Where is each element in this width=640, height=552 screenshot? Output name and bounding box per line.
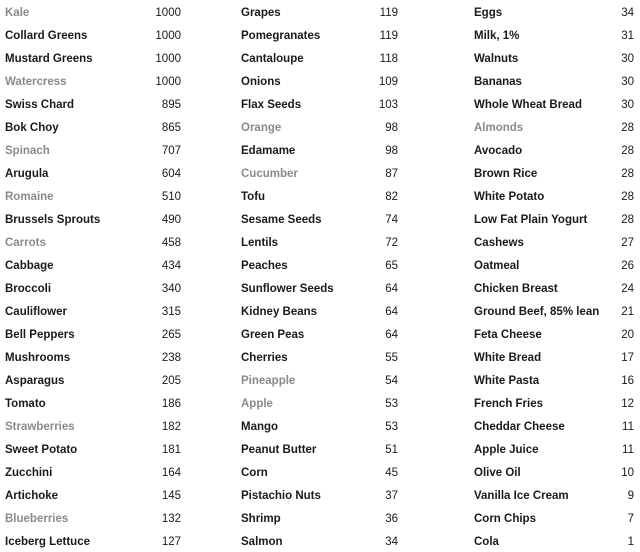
food-name: Vanilla Ice Cream: [474, 489, 569, 502]
food-row: [241, 26, 398, 46]
food-score: 145: [161, 489, 181, 502]
food-row: [241, 440, 398, 460]
food-name: Cherries: [241, 351, 288, 364]
food-score: 28: [621, 190, 634, 203]
food-score: 490: [161, 213, 181, 226]
food-score: 17: [621, 351, 634, 364]
food-score: 16: [621, 374, 634, 387]
food-name: Flax Seeds: [241, 98, 302, 111]
food-row: [5, 417, 181, 437]
food-column-1: [5, 0, 181, 552]
food-row: [5, 187, 181, 207]
food-name: Chicken Breast: [474, 282, 558, 295]
food-row: [474, 256, 634, 276]
food-row: [241, 463, 398, 483]
food-row: [474, 164, 634, 184]
food-score: 30: [621, 75, 634, 88]
food-name: Brown Rice: [474, 167, 538, 180]
food-name: Arugula: [5, 167, 49, 180]
food-name: Apple Juice: [474, 443, 539, 456]
food-score: 604: [161, 167, 181, 180]
food-name: Blueberries: [5, 512, 69, 525]
food-row: [5, 440, 181, 460]
food-name: Apple: [241, 397, 273, 410]
food-score: 1000: [155, 75, 181, 88]
food-row: [241, 118, 398, 138]
food-score: 28: [621, 144, 634, 157]
food-score: 103: [378, 98, 398, 111]
food-score: 74: [385, 213, 398, 226]
food-name: Zucchini: [5, 466, 53, 479]
food-row: [474, 210, 634, 230]
food-name: Kidney Beans: [241, 305, 318, 318]
food-row: [241, 279, 398, 299]
food-score: 98: [385, 144, 398, 157]
food-row: [5, 325, 181, 345]
food-score: 182: [161, 420, 181, 433]
food-score: 53: [385, 397, 398, 410]
food-row: [474, 233, 634, 253]
food-row: [241, 509, 398, 529]
food-name: Sesame Seeds: [241, 213, 322, 226]
food-name: White Bread: [474, 351, 542, 364]
food-name: Bananas: [474, 75, 522, 88]
food-row: [474, 26, 634, 46]
food-score: 1000: [155, 52, 181, 65]
food-row: [5, 49, 181, 69]
food-row: [241, 256, 398, 276]
food-row: [241, 72, 398, 92]
food-row: [474, 3, 634, 23]
food-score: 127: [161, 535, 181, 548]
food-name: Cucumber: [241, 167, 298, 180]
food-score: 11: [622, 420, 634, 433]
food-score: 1: [627, 535, 634, 548]
food-name: Almonds: [474, 121, 524, 134]
food-row: [5, 302, 181, 322]
food-name: Salmon: [241, 535, 283, 548]
food-name: Sweet Potato: [5, 443, 78, 456]
food-score: 98: [385, 121, 398, 134]
food-row: [474, 279, 634, 299]
food-score: 164: [161, 466, 181, 479]
food-row: [474, 463, 634, 483]
food-name: Mustard Greens: [5, 52, 93, 65]
food-name: Peanut Butter: [241, 443, 317, 456]
food-score: 37: [385, 489, 398, 502]
food-score: 72: [385, 236, 398, 249]
food-score: 26: [621, 259, 634, 272]
food-name: Cheddar Cheese: [474, 420, 565, 433]
food-row: [5, 279, 181, 299]
food-row: [241, 141, 398, 161]
food-name: Lentils: [241, 236, 279, 249]
food-name: Eggs: [474, 7, 503, 19]
food-name: Corn: [241, 466, 268, 479]
food-score: 1000: [155, 7, 181, 19]
food-score: 82: [385, 190, 398, 203]
food-row: [474, 440, 634, 460]
food-name: Milk, 1%: [474, 29, 520, 42]
food-score: 510: [161, 190, 181, 203]
food-name: Carrots: [5, 236, 46, 249]
food-name: Pomegranates: [241, 29, 321, 42]
food-score: 64: [385, 305, 398, 318]
food-row: [5, 256, 181, 276]
food-score: 119: [379, 29, 398, 42]
food-name: Broccoli: [5, 282, 52, 295]
food-score: 87: [385, 167, 398, 180]
food-row: [5, 532, 181, 552]
food-row: [5, 72, 181, 92]
food-score: 34: [385, 535, 398, 548]
food-name: White Potato: [474, 190, 545, 203]
food-name: Pistachio Nuts: [241, 489, 321, 502]
food-score: 132: [161, 512, 181, 525]
food-name: Kale: [5, 7, 30, 19]
food-score: 30: [621, 52, 634, 65]
food-row: [474, 302, 634, 322]
food-score: 238: [161, 351, 181, 364]
food-score: 20: [621, 328, 634, 341]
food-name: Cola: [474, 535, 499, 548]
food-name: Walnuts: [474, 52, 519, 65]
food-name: Shrimp: [241, 512, 281, 525]
food-score: 434: [161, 259, 181, 272]
food-score: 65: [385, 259, 398, 272]
food-score: 865: [161, 121, 181, 134]
food-name: Iceberg Lettuce: [5, 535, 90, 548]
food-name: Romaine: [5, 190, 54, 203]
food-name: Peaches: [241, 259, 288, 272]
food-row: [241, 371, 398, 391]
food-name: Cabbage: [5, 259, 54, 272]
food-score: 45: [385, 466, 398, 479]
food-name: Bell Peppers: [5, 328, 75, 341]
food-name: Whole Wheat Bread: [474, 98, 582, 111]
food-row: [474, 72, 634, 92]
food-name: Cashews: [474, 236, 524, 249]
food-row: [241, 164, 398, 184]
food-score: 51: [385, 443, 398, 456]
food-row: [5, 371, 181, 391]
food-row: [5, 95, 181, 115]
food-row: [241, 95, 398, 115]
food-name: Grapes: [241, 7, 281, 19]
food-row: [241, 394, 398, 414]
food-row: [474, 118, 634, 138]
food-score: 54: [385, 374, 398, 387]
food-score: 55: [385, 351, 398, 364]
food-row: [474, 394, 634, 414]
food-name: Cauliflower: [5, 305, 67, 318]
food-score: 36: [385, 512, 398, 525]
food-name: Sunflower Seeds: [241, 282, 334, 295]
food-row: [5, 3, 181, 23]
food-score: 11: [622, 443, 634, 456]
food-score: 707: [161, 144, 181, 157]
food-score: 119: [379, 7, 398, 19]
food-row: [474, 49, 634, 69]
food-name: Spinach: [5, 144, 50, 157]
food-row: [5, 210, 181, 230]
food-name: Pineapple: [241, 374, 296, 387]
food-score: 53: [385, 420, 398, 433]
food-row: [474, 187, 634, 207]
food-row: [241, 233, 398, 253]
food-score: 10: [621, 466, 634, 479]
food-score: 118: [379, 52, 398, 65]
food-row: [474, 532, 634, 552]
food-name: French Fries: [474, 397, 544, 410]
food-name: Tofu: [241, 190, 266, 203]
food-name: Mushrooms: [5, 351, 71, 364]
food-row: [241, 187, 398, 207]
food-column-2: [241, 0, 398, 552]
food-score: 28: [621, 121, 634, 134]
food-row: [474, 417, 634, 437]
food-name: Collard Greens: [5, 29, 88, 42]
food-name: Feta Cheese: [474, 328, 542, 341]
food-name: Brussels Sprouts: [5, 213, 101, 226]
food-name: Oatmeal: [474, 259, 520, 272]
food-row: [241, 417, 398, 437]
food-score: 109: [378, 75, 398, 88]
food-row: [5, 394, 181, 414]
food-score: 64: [385, 282, 398, 295]
food-row: [474, 95, 634, 115]
food-score: 7: [627, 512, 634, 525]
food-column-3: [474, 0, 634, 552]
food-score: 181: [161, 443, 181, 456]
food-name: Olive Oil: [474, 466, 521, 479]
food-score: 315: [161, 305, 181, 318]
food-name: Tomato: [5, 397, 46, 410]
food-name: Bok Choy: [5, 121, 59, 134]
food-score: 186: [161, 397, 181, 410]
food-name: Green Peas: [241, 328, 305, 341]
food-name: Orange: [241, 121, 282, 134]
food-score: 27: [621, 236, 634, 249]
food-row: [5, 141, 181, 161]
food-score: 24: [621, 282, 634, 295]
food-name: Mango: [241, 420, 279, 433]
food-row: [5, 509, 181, 529]
food-name: Artichoke: [5, 489, 59, 502]
food-row: [5, 463, 181, 483]
food-name: Swiss Chard: [5, 98, 75, 111]
food-score: 30: [621, 98, 634, 111]
food-score: 31: [621, 29, 634, 42]
food-row: [474, 371, 634, 391]
food-name: Avocado: [474, 144, 523, 157]
food-row: [5, 118, 181, 138]
food-name: Low Fat Plain Yogurt: [474, 213, 588, 226]
food-row: [5, 233, 181, 253]
food-row: [241, 532, 398, 552]
food-score: 1000: [155, 29, 181, 42]
food-name: Ground Beef, 85% lean: [474, 305, 600, 318]
food-row: [474, 141, 634, 161]
food-score: 205: [161, 374, 181, 387]
food-row: [5, 164, 181, 184]
food-name: Cantaloupe: [241, 52, 304, 65]
food-row: [5, 26, 181, 46]
food-score: 9: [627, 489, 634, 502]
food-score: 34: [621, 7, 634, 19]
food-row: [241, 210, 398, 230]
food-row: [241, 302, 398, 322]
food-row: [241, 325, 398, 345]
food-score: 21: [621, 305, 634, 318]
food-row: [241, 348, 398, 368]
food-name: White Pasta: [474, 374, 540, 387]
food-row: [474, 348, 634, 368]
food-score: 895: [161, 98, 181, 111]
food-score: 340: [161, 282, 181, 295]
food-score: 28: [621, 213, 634, 226]
food-name: Asparagus: [5, 374, 65, 387]
food-score: 458: [161, 236, 181, 249]
food-score: 28: [621, 167, 634, 180]
food-name: Edamame: [241, 144, 296, 157]
food-row: [241, 3, 398, 23]
food-score: 265: [161, 328, 181, 341]
food-name: Corn Chips: [474, 512, 536, 525]
food-row: [241, 49, 398, 69]
food-name: Strawberries: [5, 420, 75, 433]
food-score: 12: [621, 397, 634, 410]
food-row: [5, 348, 181, 368]
food-name: Watercress: [5, 75, 67, 88]
food-row: [474, 509, 634, 529]
food-score: 64: [385, 328, 398, 341]
food-name: Onions: [241, 75, 281, 88]
food-row: [474, 325, 634, 345]
